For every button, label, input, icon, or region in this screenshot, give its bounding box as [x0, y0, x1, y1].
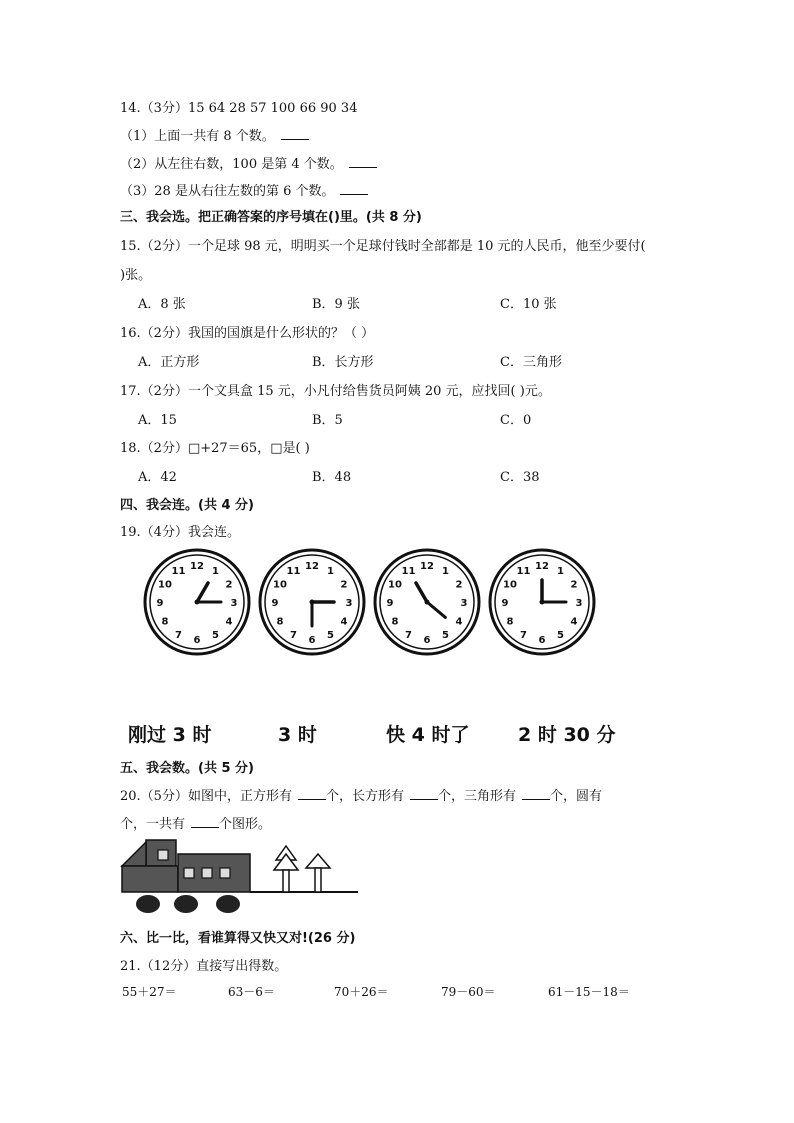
clock-number: 4: [570, 616, 578, 628]
clock-number: 1: [327, 565, 334, 577]
q20-text-4: 个，圆有: [549, 789, 602, 804]
clock-number: 1: [442, 565, 449, 577]
calc-item-2[interactable]: 63－6＝: [228, 985, 275, 999]
section-3-heading: 三、我会选。把正确答案的序号填在()里。(共 8 分): [120, 210, 422, 225]
answer-blank[interactable]: [191, 815, 219, 828]
truck-cab-body: [122, 866, 178, 892]
answer-blank[interactable]: [340, 182, 368, 195]
clock-center: [310, 600, 315, 605]
q20-text-3: 个，三角形有: [437, 789, 516, 804]
clock-number: 10: [502, 579, 517, 591]
clock-2[interactable]: [260, 550, 364, 654]
clock-number: 10: [272, 579, 287, 591]
clock-number: 2: [340, 579, 348, 591]
clock-number: 7: [520, 630, 527, 642]
clock-number: 11: [516, 565, 531, 577]
clock-number: 9: [386, 598, 394, 609]
clock-number: 11: [171, 565, 186, 577]
clock-number: 5: [327, 630, 334, 642]
window-square: [220, 868, 230, 878]
clock-number: 6: [193, 635, 201, 646]
q17-option-b[interactable]: B．5: [312, 413, 343, 428]
clock-number: 3: [345, 598, 353, 609]
clock-number: 12: [535, 561, 549, 572]
clock-center: [540, 600, 545, 605]
q18-text: 18.（2分）□+27＝65，□是( ): [120, 441, 310, 456]
clock-center: [195, 600, 200, 605]
clock-number: 7: [290, 630, 297, 642]
clock-number: 4: [340, 616, 348, 628]
q16-text: 16.（2分）我国的国旗是什么形状的？（ ）: [120, 326, 375, 341]
calc-item-5[interactable]: 61－15－18＝: [548, 985, 630, 999]
clock-label-2[interactable]: 3 时: [278, 724, 317, 746]
q14-heading: 14.（3分）15 64 28 57 100 66 90 34: [120, 101, 358, 116]
clock-center: [425, 600, 430, 605]
clock-number: 8: [161, 616, 169, 628]
answer-blank[interactable]: [349, 155, 377, 168]
q18-option-b[interactable]: B．48: [312, 470, 352, 485]
clock-number: 9: [271, 598, 279, 609]
q20-text-line-2: [120, 813, 271, 832]
q17-option-c[interactable]: C．0: [500, 413, 532, 428]
q14-statement-2: [120, 153, 377, 172]
calc-item-3[interactable]: 70＋26＝: [334, 985, 389, 999]
tree-triangle: [306, 854, 330, 868]
clock-number: 6: [423, 635, 431, 646]
clock-3[interactable]: [375, 550, 479, 654]
clock-number: 10: [387, 579, 402, 591]
q14-statement-3-text: （3）28 是从右往左数的第 6 个数。: [120, 184, 335, 199]
q15-option-a[interactable]: A．8 张: [138, 297, 186, 312]
wheel-circle: [174, 895, 198, 913]
clock-number: 3: [575, 598, 583, 609]
q20-text-1: 20.（5分）如图中，正方形有: [120, 789, 292, 804]
clock-number: 6: [538, 635, 546, 646]
clock-number: 3: [460, 598, 468, 609]
clock-4[interactable]: [490, 550, 594, 654]
q16-option-b[interactable]: B．长方形: [312, 355, 374, 370]
q15-option-c[interactable]: C．10 张: [500, 297, 557, 312]
clock-number: 12: [305, 561, 319, 572]
answer-blank[interactable]: [522, 787, 550, 800]
q17-option-a[interactable]: A．15: [138, 413, 177, 428]
clock-number: 10: [157, 579, 172, 591]
tree-trunk: [283, 870, 289, 892]
tree-trunk: [315, 868, 321, 892]
q15-text-line-2: )张。: [120, 268, 152, 283]
clock-number: 9: [501, 598, 509, 609]
section-6-heading: 六、比一比，看谁算得又快又对!(26 分): [120, 931, 356, 946]
clock-faces: [0, 542, 794, 672]
q14-statement-2-text: （2）从左往右数，100 是第 4 个数。: [120, 157, 343, 172]
clock-number: 11: [401, 565, 416, 577]
clock-number: 7: [405, 630, 412, 642]
clock-label-1[interactable]: 刚过 3 时: [128, 724, 212, 746]
clock-number: 8: [391, 616, 399, 628]
clock-number: 9: [156, 598, 164, 609]
clock-number: 2: [570, 579, 578, 591]
shapes-picture: [118, 838, 368, 918]
truck-cab-triangle: [122, 842, 146, 866]
q20-text-2: 个，长方形有: [325, 789, 404, 804]
clock-number: 2: [225, 579, 233, 591]
clock-number: 8: [506, 616, 514, 628]
q21-text: 21.（12分）直接写出得数。: [120, 959, 288, 974]
wheel-circle: [216, 895, 240, 913]
clock-number: 6: [308, 635, 316, 646]
q20-text-line-1: [120, 785, 602, 804]
answer-blank[interactable]: [298, 787, 326, 800]
q15-option-b[interactable]: B．9 张: [312, 297, 360, 312]
q14-statement-1: [120, 125, 309, 144]
clock-1[interactable]: [145, 550, 249, 654]
window-square: [202, 868, 212, 878]
clock-label-3[interactable]: 快 4 时了: [386, 724, 470, 746]
clock-number: 7: [175, 630, 182, 642]
clock-number: 8: [276, 616, 284, 628]
section-4-heading: 四、我会连。(共 4 分): [120, 498, 254, 513]
q16-option-a[interactable]: A．正方形: [138, 355, 200, 370]
clock-number: 3: [230, 598, 238, 609]
calc-item-4[interactable]: 79－60＝: [441, 985, 496, 999]
clock-number: 11: [286, 565, 301, 577]
clock-number: 5: [557, 630, 564, 642]
q18-option-a[interactable]: A．42: [138, 470, 177, 485]
q16-option-c[interactable]: C．三角形: [500, 355, 562, 370]
clock-number: 5: [212, 630, 219, 642]
window-square: [158, 850, 168, 860]
q18-option-c[interactable]: C．38: [500, 470, 540, 485]
window-square: [184, 868, 194, 878]
clock-number: 12: [190, 561, 204, 572]
clock-number: 12: [420, 561, 434, 572]
answer-blank[interactable]: [281, 127, 309, 140]
clock-number: 4: [225, 616, 233, 628]
q15-text-line-1: 15.（2分）一个足球 98 元，明明买一个足球付钱时全部都是 10 元的人民币，他至少要付(: [120, 239, 646, 254]
q17-text: 17.（2分）一个文具盒 15 元，小凡付给售货员阿姨 20 元，应找回( )元。: [120, 384, 551, 399]
clock-number: 1: [212, 565, 219, 577]
calc-item-1[interactable]: 55＋27＝: [122, 985, 177, 999]
clock-number: 2: [455, 579, 463, 591]
answer-blank[interactable]: [410, 787, 438, 800]
tree-triangle: [274, 854, 298, 870]
wheel-circle: [136, 895, 160, 913]
q14-statement-3: [120, 180, 368, 199]
clock-label-4[interactable]: 2 时 30 分: [518, 724, 616, 746]
q20-text-6: 个图形。: [219, 817, 272, 832]
q14-statement-1-text: （1）上面一共有 8 个数。: [120, 129, 275, 144]
q20-text-5: 个，一共有: [120, 817, 186, 832]
clock-number: 4: [455, 616, 463, 628]
section-5-heading: 五、我会数。(共 5 分): [120, 761, 254, 776]
clock-number: 5: [442, 630, 449, 642]
clock-number: 1: [557, 565, 564, 577]
q19-text: 19.（4分）我会连。: [120, 525, 240, 540]
